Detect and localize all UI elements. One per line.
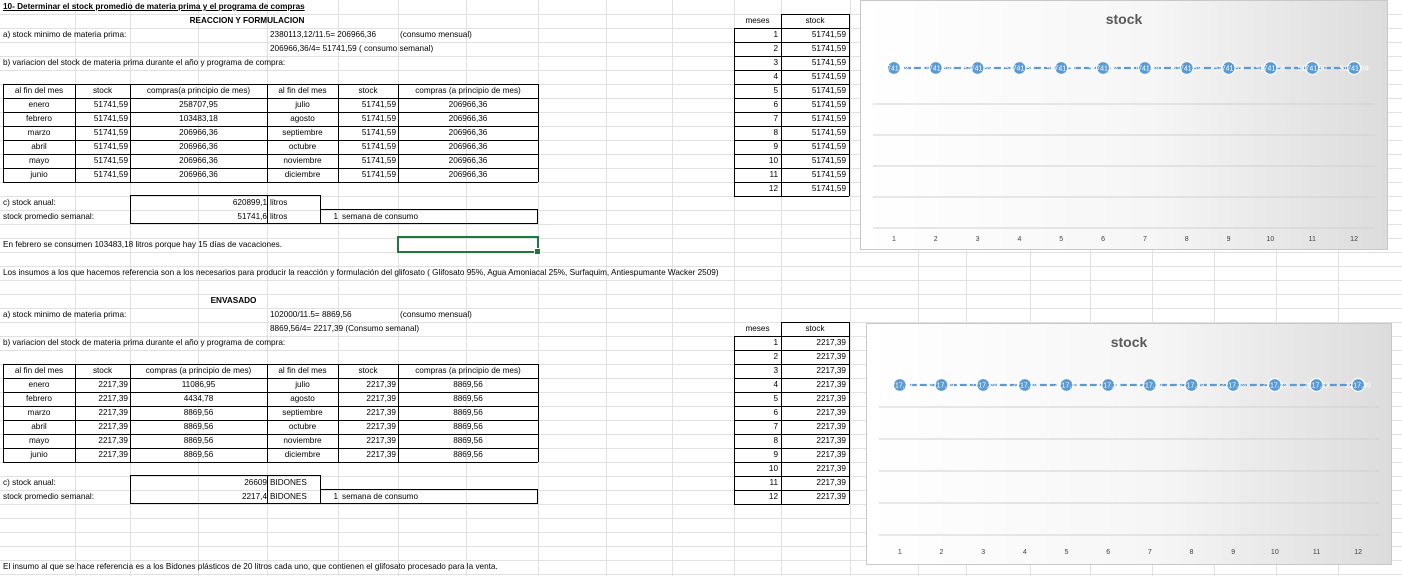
promedio-label: stock promedio semanal: (3, 212, 95, 221)
b-label: b) variacion del stock de materia prima durante el año y programa de compra: (3, 338, 286, 347)
x-tick-label: 12 (1354, 549, 1363, 556)
stock-chart-reaccion[interactable] (860, 0, 1388, 250)
table-header-cell: al fin del mes (278, 86, 327, 95)
table-cell: 206966,36 (448, 114, 488, 123)
a-calc-mensual-note: (consumo mensual) (400, 310, 472, 319)
table-cell: 4434,78 (183, 394, 214, 403)
chart-plot (861, 1, 1387, 249)
side-cell: 2217,39 (816, 394, 846, 403)
table-cell: 8869,56 (453, 450, 483, 459)
x-tick-label: 9 (1231, 549, 1236, 556)
side-cell: 10 (768, 464, 778, 473)
data-label: 2217,39 (1137, 382, 1163, 390)
side-cell: 2217,39 (816, 450, 846, 459)
table-rule (3, 182, 538, 183)
table-cell: 2217,39 (98, 380, 128, 389)
table-header-cell: compras (a principio de mes) (415, 86, 521, 95)
data-label: 2217,39 (1095, 382, 1121, 390)
side-cell: 2217,39 (816, 464, 846, 473)
semana-box (320, 489, 538, 504)
table-cell: octubre (288, 142, 317, 151)
table-rule (267, 364, 268, 462)
stock-anual-box (130, 195, 268, 224)
x-tick-label: 8 (1184, 236, 1189, 243)
table-cell: 103483,18 (179, 114, 218, 123)
x-tick-label: 5 (1059, 236, 1064, 243)
a-label: a) stock minimo de materia prima: (3, 30, 127, 39)
table-cell: enero (28, 100, 50, 109)
table-rule (3, 84, 4, 182)
table-cell: 51741,59 (93, 128, 128, 137)
semana-text: semana de consumo (342, 492, 419, 501)
table-cell: 2217,39 (366, 380, 396, 389)
table-rule (538, 364, 539, 462)
a-calc-mensual: 102000/11.5= 8869,56 (270, 310, 352, 319)
x-tick-label: 10 (1266, 236, 1275, 243)
table-cell: mayo (28, 156, 50, 165)
a-label: a) stock minimo de materia prima: (3, 310, 127, 319)
x-tick-label: 11 (1312, 549, 1321, 556)
table-cell: 258707,95 (179, 100, 218, 109)
table-cell: febrero (26, 394, 52, 403)
side-header-cell: stock (805, 16, 825, 25)
table-cell: agosto (290, 394, 315, 403)
side-cell: 51741,59 (811, 44, 846, 53)
side-cell: 5 (773, 86, 778, 95)
data-label: 2217,39 (1220, 382, 1246, 390)
side-cell: 1 (773, 30, 778, 39)
table-header-cell: al fin del mes (278, 366, 327, 375)
side-cell: 3 (773, 58, 778, 67)
chart-title: stock (1105, 11, 1143, 27)
table-cell: marzo (27, 408, 51, 417)
x-tick-label: 2 (939, 549, 944, 556)
side-cell: 12 (768, 492, 778, 501)
selected-cell[interactable] (397, 236, 539, 253)
data-label: 2217,39 (887, 382, 913, 390)
table-rule (267, 84, 268, 182)
side-cell: 4 (773, 380, 778, 389)
promedio-value: 2217,4 (241, 492, 267, 501)
table-header-cell: compras (a principio de mes) (415, 366, 521, 375)
chart-title: stock (1110, 334, 1148, 350)
side-cell: 51741,59 (811, 58, 846, 67)
table-cell: 206966,36 (179, 128, 218, 137)
table-cell: diciembre (284, 450, 321, 459)
side-cell: 2217,39 (816, 380, 846, 389)
a-calc-semanal: 206966,36/4= 51741,59 ( consumo semanal) (270, 44, 434, 53)
table-cell: noviembre (283, 156, 322, 165)
side-cell: 9 (773, 142, 778, 151)
table-header-cell: compras(a principio de mes) (146, 86, 251, 95)
data-label: 2217,39 (928, 382, 955, 390)
side-header-cell: stock (805, 324, 825, 333)
semana-box (320, 209, 538, 224)
side-cell: 7 (773, 422, 778, 431)
table-rule (3, 364, 4, 462)
table-cell: 8869,56 (453, 394, 483, 403)
table-cell: noviembre (283, 436, 322, 445)
table-cell: enero (28, 380, 50, 389)
side-cell: 51741,59 (811, 142, 846, 151)
a-calc-mensual-note: (consumo mensual) (400, 30, 472, 39)
table-cell: 2217,39 (366, 422, 396, 431)
table-cell: 2217,39 (98, 436, 128, 445)
data-label: 51741,59 (1046, 65, 1076, 73)
table-header-cell: stock (92, 86, 113, 95)
data-label: 51741,59 (1172, 65, 1202, 73)
table-cell: 51741,59 (361, 128, 396, 137)
x-tick-label: 1 (891, 236, 896, 243)
table-cell: 206966,36 (179, 156, 218, 165)
stock-chart-envasado[interactable] (866, 323, 1392, 565)
data-label: 51741,59 (1130, 65, 1160, 73)
table-cell: junio (30, 450, 48, 459)
note-febrero: En febrero se consumen 103483,18 litros porque hay 15 días de vacaciones. (3, 240, 283, 249)
side-cell: 2217,39 (816, 422, 846, 431)
table-cell: octubre (288, 422, 317, 431)
data-label: 2217,39 (1012, 382, 1038, 390)
table-cell: diciembre (284, 170, 321, 179)
table-rule (338, 364, 339, 462)
table-rule (130, 84, 131, 182)
x-tick-label: 8 (1189, 549, 1194, 556)
side-rule (849, 322, 850, 504)
table-cell: 51741,59 (93, 100, 128, 109)
side-cell: 4 (773, 72, 778, 81)
side-cell: 10 (768, 156, 778, 165)
x-tick-label: 6 (1101, 236, 1106, 243)
table-cell: 8869,56 (183, 408, 214, 417)
side-cell: 51741,59 (811, 128, 846, 137)
side-cell: 51741,59 (811, 72, 846, 81)
data-label: 51741,59 (1088, 65, 1118, 73)
table-cell: junio (30, 170, 48, 179)
table-header-cell: stock (358, 86, 378, 95)
table-cell: 51741,59 (93, 114, 128, 123)
table-cell: 8869,56 (453, 422, 483, 431)
side-rule (734, 28, 735, 196)
side-cell: 2 (773, 352, 778, 361)
side-cell: 8 (773, 436, 778, 445)
table-cell: 2217,39 (98, 408, 128, 417)
side-cell: 51741,59 (811, 184, 846, 193)
side-cell: 11 (769, 478, 778, 487)
table-cell: julio (295, 380, 310, 389)
x-tick-label: 10 (1270, 549, 1279, 556)
table-cell: 206966,36 (448, 142, 488, 151)
table-rule (338, 84, 339, 182)
data-label: 2217,39 (1178, 382, 1205, 390)
unit-box (267, 475, 321, 504)
data-label: 51741,59 (921, 65, 951, 73)
table-cell: 8869,56 (183, 450, 214, 459)
table-cell: abril (31, 142, 47, 151)
table-cell: 8869,56 (453, 436, 483, 445)
table-cell: 206966,36 (448, 128, 488, 137)
table-cell: 206966,36 (179, 170, 218, 179)
data-label: 51741,59 (1339, 65, 1369, 73)
section-heading-envasado: ENVASADO (210, 296, 257, 305)
table-cell: 51741,59 (93, 170, 128, 179)
side-rule (734, 336, 735, 504)
side-cell: 2 (773, 44, 778, 53)
table-rule (398, 84, 399, 182)
table-cell: mayo (28, 436, 50, 445)
promedio-value: 51741,6 (237, 212, 267, 221)
semana-num: 1 (333, 492, 338, 501)
side-header-cell: meses (745, 324, 770, 333)
table-header-cell: compras (a principio de mes) (145, 366, 252, 375)
promedio-unit: BIDONES (270, 492, 307, 501)
side-cell: 8 (773, 128, 778, 137)
stock-anual-box (130, 475, 268, 504)
note-insumo: El insumo al que se hace referencia es a los Bidones plásticos de 20 litros cada uno, que contienen el glifosato procesado para la venta. (3, 562, 498, 571)
table-rule (538, 84, 539, 182)
note-insumos: Los insumos a los que hacemos referencia son a los necesarios para producir la reacción y formulación del glifosato ( Glifosato 95%, Agua Amoniacal 25%, Surfaquim, Antiespumante Wacker 2509) (3, 268, 719, 277)
side-cell: 51741,59 (811, 156, 846, 165)
promedio-unit: litros (270, 212, 288, 221)
data-label: 51741,59 (879, 65, 909, 73)
c-value: 26609 (244, 478, 267, 487)
x-tick-label: 5 (1064, 549, 1069, 556)
semana-text: semana de consumo (342, 212, 419, 221)
data-label: 51741,59 (1255, 65, 1286, 73)
side-cell: 51741,59 (811, 114, 846, 123)
side-cell: 2217,39 (816, 492, 846, 501)
side-cell: 12 (768, 184, 778, 193)
table-cell: febrero (26, 114, 52, 123)
table-cell: 206966,36 (179, 142, 218, 151)
side-cell: 2217,39 (816, 436, 846, 445)
data-label: 2217,39 (970, 382, 996, 390)
table-cell: 51741,59 (361, 142, 396, 151)
side-rule (734, 196, 849, 197)
table-cell: 2217,39 (98, 450, 128, 459)
side-cell: 51741,59 (811, 170, 846, 179)
section-heading-reaccion: REACCION Y FORMULACION (189, 16, 305, 25)
table-cell: 51741,59 (93, 142, 128, 151)
a-calc-mensual: 2380113,12/11.5= 206966,36 (270, 30, 377, 39)
c-unit: BIDONES (270, 478, 307, 487)
x-tick-label: 3 (981, 549, 986, 556)
side-cell: 51741,59 (811, 30, 846, 39)
table-cell: 51741,59 (361, 100, 396, 109)
table-cell: 11086,95 (181, 380, 216, 389)
side-rule (849, 14, 850, 196)
side-cell: 6 (773, 100, 778, 109)
side-cell: 51741,59 (811, 100, 846, 109)
x-tick-label: 1 (897, 549, 902, 556)
side-cell: 2217,39 (816, 366, 846, 375)
table-cell: abril (31, 422, 47, 431)
table-cell: septiembre (282, 408, 323, 417)
table-cell: 2217,39 (366, 394, 396, 403)
c-unit: litros (270, 198, 288, 207)
data-label: 2217,39 (1262, 382, 1288, 390)
side-rule (781, 322, 849, 323)
side-cell: 2217,39 (816, 478, 846, 487)
table-cell: marzo (27, 128, 51, 137)
data-label: 2217,39 (1303, 382, 1330, 390)
side-cell: 11 (769, 170, 778, 179)
c-label: c) stock anual: (3, 478, 56, 487)
table-cell: agosto (290, 114, 315, 123)
side-cell: 2217,39 (816, 338, 846, 347)
table-cell: 8869,56 (453, 408, 483, 417)
table-cell: 51741,59 (361, 156, 396, 165)
side-rule (781, 14, 782, 196)
table-header-cell: al fin del mes (14, 366, 64, 375)
x-tick-label: 2 (933, 236, 938, 243)
semana-num: 1 (333, 212, 338, 221)
table-header-cell: stock (92, 366, 113, 375)
table-cell: 2217,39 (366, 450, 396, 459)
data-label: 51741,59 (962, 65, 993, 73)
table-rule (75, 84, 76, 182)
a-calc-semanal: 8869,56/4= 2217,39 (Consumo semanal) (270, 324, 420, 333)
x-tick-label: 4 (1017, 236, 1022, 243)
table-header-cell: stock (358, 366, 378, 375)
table-rule (398, 364, 399, 462)
table-cell: 2217,39 (98, 422, 128, 431)
table-header-cell: al fin del mes (14, 86, 64, 95)
table-rule (3, 462, 538, 463)
table-cell: 51741,59 (361, 114, 396, 123)
side-rule (781, 14, 849, 15)
data-label: 51741,59 (1213, 65, 1244, 73)
x-tick-label: 12 (1350, 236, 1358, 243)
side-cell: 3 (773, 366, 778, 375)
x-tick-label: 7 (1147, 549, 1152, 556)
x-tick-label: 7 (1142, 236, 1147, 243)
side-header-cell: meses (745, 16, 770, 25)
page-title: 10- Determinar el stock promedio de materia prima y el programa de compras (3, 2, 305, 11)
table-cell: 8869,56 (453, 380, 483, 389)
x-tick-label: 4 (1022, 549, 1027, 556)
data-label: 2217,39 (1345, 382, 1371, 390)
table-cell: julio (295, 100, 310, 109)
side-cell: 1 (773, 338, 778, 347)
side-rule (734, 504, 849, 505)
side-cell: 5 (773, 394, 778, 403)
chart-plot (867, 324, 1391, 564)
side-cell: 2217,39 (816, 408, 846, 417)
c-value: 620899,1 (232, 198, 267, 207)
data-label: 51741,59 (1297, 65, 1327, 73)
table-cell: 206966,36 (448, 156, 488, 165)
promedio-label: stock promedio semanal: (3, 492, 95, 501)
x-tick-label: 6 (1106, 549, 1111, 556)
table-cell: 2217,39 (366, 436, 396, 445)
table-cell: 2217,39 (366, 408, 396, 417)
table-cell: 8869,56 (183, 436, 214, 445)
side-cell: 9 (773, 450, 778, 459)
x-tick-label: 9 (1226, 236, 1231, 243)
x-tick-label: 3 (975, 236, 980, 243)
table-rule (75, 364, 76, 462)
b-label: b) variacion del stock de materia prima durante el año y programa de compra: (3, 58, 286, 67)
table-cell: 8869,56 (183, 422, 214, 431)
table-rule (130, 364, 131, 462)
table-cell: 51741,59 (361, 170, 396, 179)
table-cell: septiembre (282, 128, 323, 137)
side-cell: 7 (773, 114, 778, 123)
data-label: 2217,39 (1053, 382, 1080, 390)
side-cell: 2217,39 (816, 352, 846, 361)
side-cell: 51741,59 (811, 86, 846, 95)
c-label: c) stock anual: (3, 198, 56, 207)
table-cell: 206966,36 (448, 100, 488, 109)
side-cell: 6 (773, 408, 778, 417)
side-rule (781, 322, 782, 504)
table-cell: 51741,59 (93, 156, 128, 165)
unit-box (267, 195, 321, 224)
x-tick-label: 11 (1308, 236, 1316, 243)
table-cell: 206966,36 (448, 170, 488, 179)
table-cell: 2217,39 (98, 394, 128, 403)
data-label: 51741,59 (1004, 65, 1035, 73)
